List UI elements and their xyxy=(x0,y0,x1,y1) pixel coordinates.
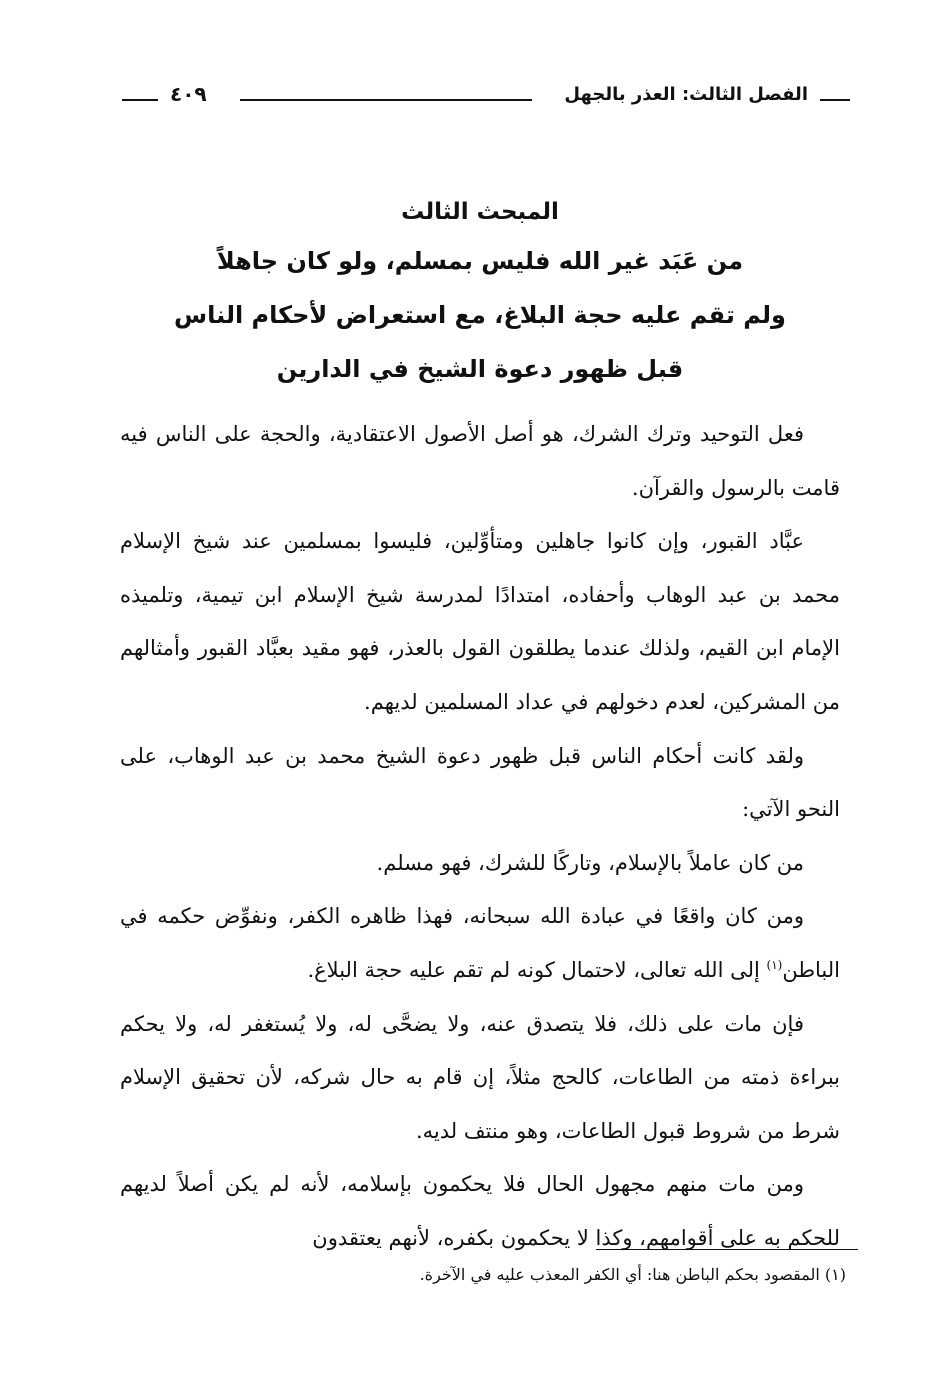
section-headings xyxy=(110,190,850,396)
chapter-title: الفصل الثالث: العذر بالجهل xyxy=(564,84,808,105)
section-title-line-2: ولم تقم عليه حجة البلاغ، مع استعراض لأحكام الناس xyxy=(174,301,786,329)
section-title-line-1: من عَبَد غير الله فليس بمسلم، ولو كان جاهلاً xyxy=(216,247,744,275)
header-dash-right xyxy=(820,99,850,101)
running-header xyxy=(110,84,850,114)
paragraph-6: فإن مات على ذلك، فلا يتصدق عنه، ولا يضحَّى له، ولا يُستغفر له، ولا يحكم ببراءة ذمته من الطاعات، كالحج مثلاً، إن قام به حال شركه، لأن تحقيق الإسلام شرط من شروط قبول الطاعات، وهو منتف لديه. xyxy=(120,1011,840,1143)
paragraph-7: ومن مات منهم مجهول الحال فلا يحكمون بإسلامه، لأنه لم يكن أصلاً لديهم للحكم به على أقوامهم، وكذا لا يحكمون بكفره، لأنهم يعتقدون xyxy=(120,1172,840,1250)
header-rule xyxy=(240,99,532,101)
header-dash-left xyxy=(122,99,158,101)
section-heading: المبحث الثالث xyxy=(401,199,559,225)
paragraph-5 xyxy=(120,890,840,997)
paragraph-2: عبَّاد القبور، وإن كانوا جاهلين ومتأوِّلين، فليسوا بمسلمين عند شيخ الإسلام محمد بن عبد الوهاب وأحفاده، امتدادًا لمدرسة شيخ الإسلام ابن تيمية، وتلميذه الإمام ابن القيم، ولذلك عندما يطلقون القول بالعذر، فهو مقيد بعبَّاد القبور وأمثالهم من المشركين، لعدم دخولهم في عداد المسلمين لديهم. xyxy=(120,529,840,714)
paragraph-5-end: إلى الله تعالى، لاحتمال كونه لم تقم عليه حجة البلاغ. xyxy=(307,957,767,982)
paragraph-4: من كان عاملاً بالإسلام، وتاركًا للشرك، فهو مسلم. xyxy=(376,850,804,875)
footnote-divider xyxy=(596,1249,858,1250)
paragraph-3: ولقد كانت أحكام الناس قبل ظهور دعوة الشيخ محمد بن عبد الوهاب، على النحو الآتي: xyxy=(120,743,840,822)
footnote-marker[interactable]: (١) xyxy=(766,957,783,972)
section-title-line-3: قبل ظهور دعوة الشيخ في الدارين xyxy=(276,355,684,383)
paragraph-1: فعل التوحيد وترك الشرك، هو أصل الأصول الاعتقادية، والحجة على الناس فيه قامت بالرسول والقرآن. xyxy=(120,422,840,500)
page-number: ٤٠٩ xyxy=(170,82,207,106)
footnote: (١) المقصود بحكم الباطن هنا: أي الكفر المعذب عليه في الآخرة. xyxy=(419,1265,846,1284)
paragraph-5-start: ومن كان واقعًا في عبادة الله سبحانه، فهذا ظاهره الكفر، ونفوِّض حكمه في الباطن xyxy=(120,904,840,982)
body-text xyxy=(120,408,840,1266)
